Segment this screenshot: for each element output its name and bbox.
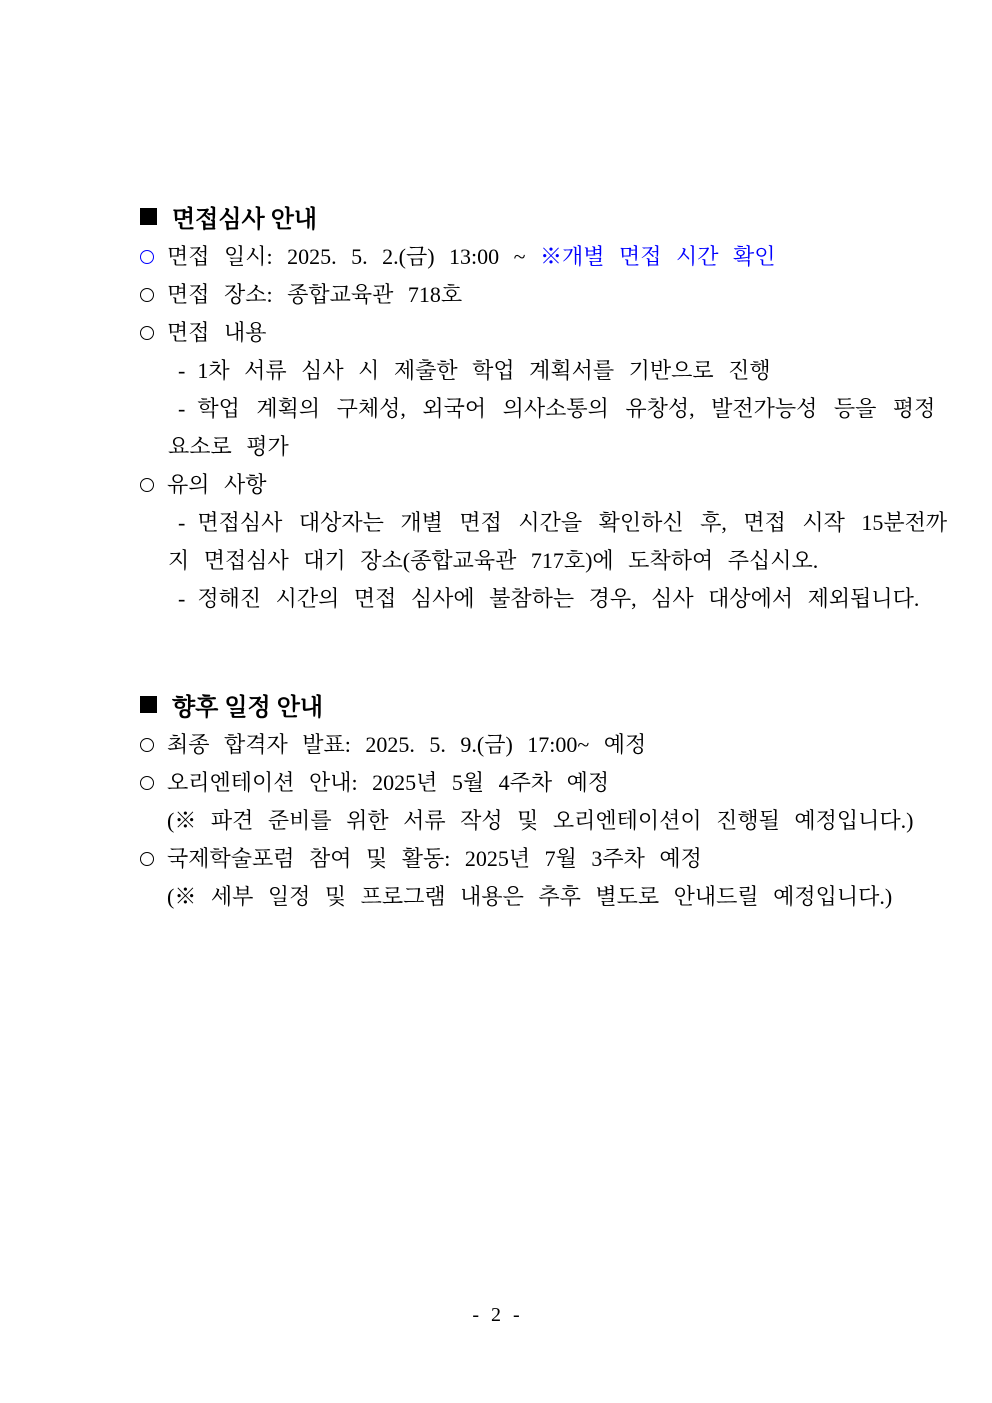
black-square-icon [140,696,157,713]
document-line [140,542,930,580]
document-line [140,276,930,314]
line-text: 학업 계획의 구체성, 외국어 의사소통의 유창성, 발전가능성 등을 평정 [197,396,936,421]
document-line [140,504,948,542]
document-line [140,840,930,878]
line-text: 국제학술포럼 참여 및 활동: 2025년 7월 3주차 예정 [167,846,702,871]
line-text: 면접 일시: 2025. 5. 2.(금) 13:00 ~ [167,244,541,269]
bullet-circle-icon [140,326,154,340]
line-text: 요소로 평가 [168,434,289,459]
section-heading [140,682,930,726]
document-line [140,764,930,802]
line-text: 면접 내용 [167,320,267,345]
document-line [140,466,930,504]
document-content [140,194,948,916]
bullet-circle-icon [140,288,154,302]
section-title: 면접심사 안내 [172,206,318,233]
bullet-circle-icon [140,478,154,492]
document-line [140,314,930,352]
section-lines [140,726,930,916]
document-line [140,878,930,916]
section-interview-guide [140,194,948,618]
bullet-circle-icon [140,250,154,264]
line-text: 면접심사 대상자는 개별 면접 시간을 확인하신 후, 면접 시작 15분전까 [197,510,948,535]
section-heading [140,194,930,238]
section-title: 향후 일정 안내 [172,694,324,721]
line-text: 최종 합격자 발표: 2025. 5. 9.(금) 17:00~ 예정 [167,732,647,757]
bullet-circle-icon [140,738,154,752]
line-text: 유의 사항 [167,472,267,497]
line-text: 오리엔테이션 안내: 2025년 5월 4주차 예정 [167,770,610,795]
line-text: 지 면접심사 대기 장소(종합교육관 717호)에 도착하여 주십시오. [168,548,819,573]
dash-marker: - [178,358,186,383]
line-text: (※ 세부 일정 및 프로그램 내용은 추후 별도로 안내드릴 예정입니다.) [167,884,893,909]
document-line [140,352,930,390]
document-line [140,238,930,276]
section-lines [140,238,948,618]
document-line [140,580,930,618]
dash-marker: - [178,510,186,535]
document-line [140,428,930,466]
document-line [140,390,936,428]
bullet-circle-icon [140,852,154,866]
document-line [140,726,930,764]
line-text: (※ 파견 준비를 위한 서류 작성 및 오리엔테이션이 진행될 예정입니다.) [167,808,914,833]
section-schedule-guide [140,682,930,916]
line-text: 정해진 시간의 면접 심사에 불참하는 경우, 심사 대상에서 제외됩니다. [197,586,920,611]
dash-marker: - [178,396,186,421]
highlighted-blue-text: ※개별 면접 시간 확인 [540,244,776,269]
line-text: 면접 장소: 종합교육관 718호 [167,282,463,307]
document-line [140,802,930,840]
black-square-icon [140,208,157,225]
dash-marker: - [178,586,186,611]
bullet-circle-icon [140,776,154,790]
page-number: - 2 - [472,1304,520,1326]
line-text: 1차 서류 심사 시 제출한 학업 계획서를 기반으로 진행 [197,358,771,383]
